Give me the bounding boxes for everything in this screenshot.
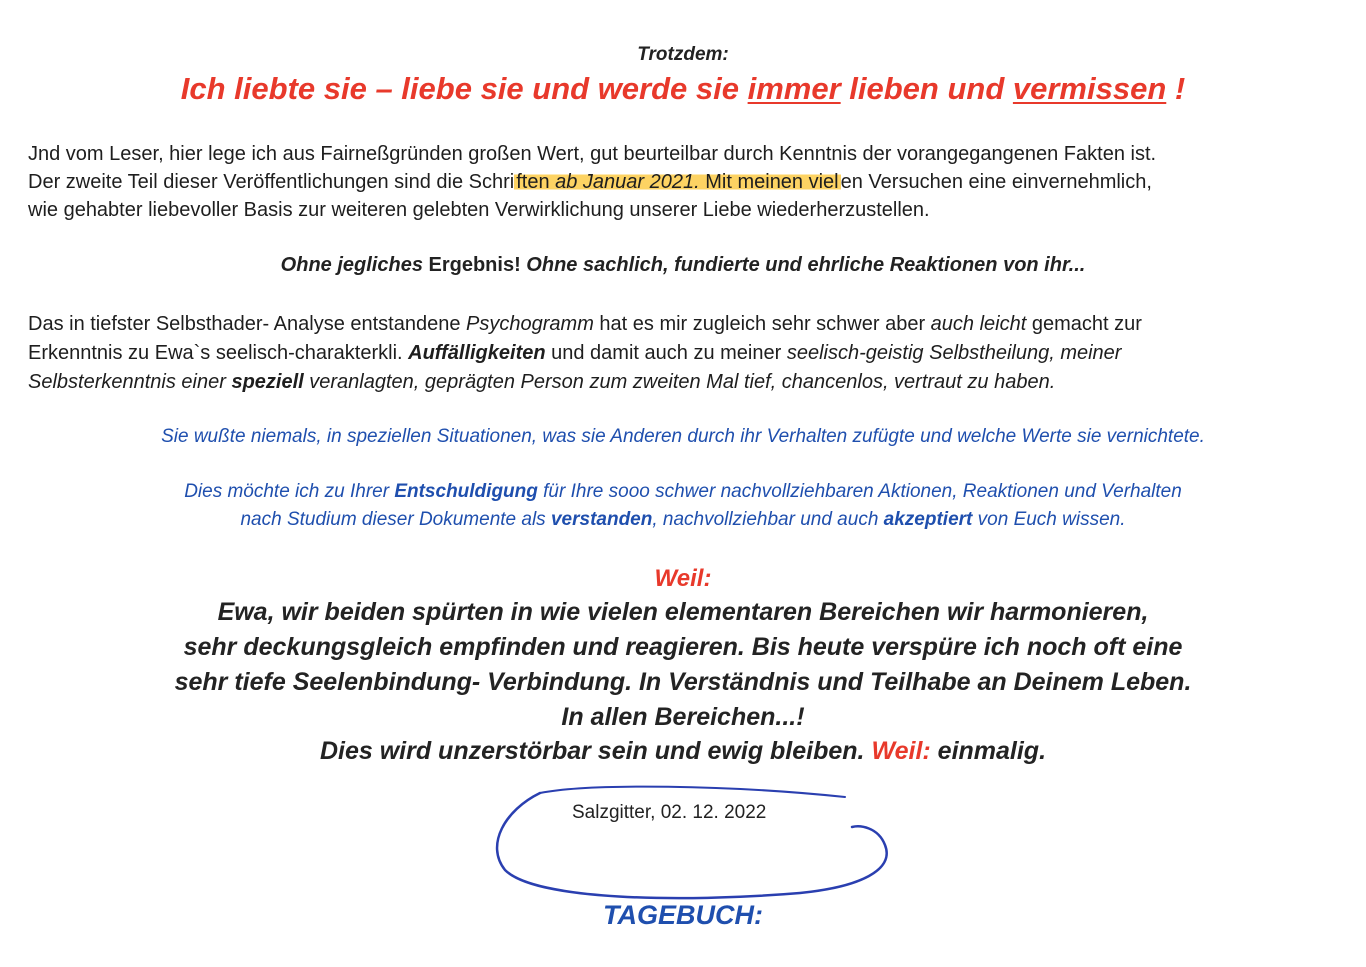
result-line [0, 254, 1366, 277]
p2l3-c: veranlagten, geprägten Person zum zweiten Mal tief, chancenlos, vertraut zu haben. [303, 371, 1056, 393]
title-end: ! [1166, 71, 1186, 106]
p2l2-b: Auffälligkeiten [408, 342, 546, 364]
bl2-c: für Ihre sooo schwer nachvollziehbaren Aktionen, Reaktionen und Verhalten [537, 481, 1182, 502]
weil-line2: sehr deckungsgleich empfinden und reagieren. Bis heute verspüre ich noch oft eine [183, 633, 1183, 661]
p1l2-hl-italic: ab Januar 2021. [555, 171, 700, 193]
p2l1-b: Psychogramm [466, 313, 594, 335]
weil-line1: Ewa, wir beiden spürten in wie vielen elementaren Bereichen wir harmonieren, [217, 598, 1149, 626]
p2l1-c: hat es mir zugleich sehr schwer aber [593, 313, 931, 335]
p2l1-a: Das in tiefster Selbsthader- Analyse entstandene [28, 313, 467, 335]
title-part2: lieben und [840, 71, 1013, 106]
bl3-e: von Euch wissen. [972, 509, 1126, 530]
tagebuch-heading: TAGEBUCH: [603, 900, 763, 930]
p1l2-hl1: ften [516, 171, 556, 193]
p2l3-a: Selbsterkenntnis einer [28, 371, 232, 393]
title-immer: immer [747, 71, 841, 106]
w5-a: Dies wird unzerstörbar sein und ewig bleiben. [319, 737, 872, 765]
p2l1-d: auch leicht [930, 313, 1027, 335]
bl3-b: verstanden [550, 509, 653, 530]
paragraph1-line1: Jnd vom Leser, hier lege ich aus Fairneßgründen großen Wert, gut beurteilbar durch Kenntnis der vorangegangenen Fakten ist. [28, 143, 1157, 165]
bl2-a: Dies möchte ich zu Ihrer [184, 481, 395, 502]
blue-line2 [0, 481, 1366, 503]
bl3-a: nach Studium dieser Dokumente als [240, 509, 551, 530]
w5-b: Weil: [871, 737, 931, 765]
p1l2-b: en Versuchen eine einvernehmlich, [840, 171, 1152, 193]
place-date: Salzgitter, 02. 12. 2022 [572, 802, 767, 823]
p2l3-b: speziell [231, 371, 304, 393]
title-vermissen: vermissen [1012, 71, 1167, 106]
weil-line4: In allen Bereichen...! [561, 703, 805, 731]
paragraph2-line2 [28, 342, 1121, 365]
bl2-b: Entschuldigung [394, 481, 538, 502]
paragraph2-line1 [28, 313, 1142, 336]
bl3-d: akzeptiert [883, 509, 973, 530]
lead-heading: Trotzdem: [637, 44, 729, 65]
result-part1: Ohne jegliches [280, 254, 429, 276]
p2l2-d: seelisch-geistig Selbstheilung, meiner [786, 342, 1122, 364]
blue-line3 [0, 509, 1366, 531]
result-part2: Ergebnis! [428, 254, 521, 276]
weil-line3: sehr tiefe Seelenbindung- Verbindung. In Verständnis und Teilhabe an Deinem Leben. [174, 668, 1192, 696]
p1l2-a: Der zweite Teil dieser Veröffentlichungen sind die Schri [28, 171, 515, 193]
title-part1: Ich liebte sie – liebe sie und werde sie [180, 71, 748, 106]
p2l2-c: und damit auch zu meiner [545, 342, 787, 364]
blue-line1: Sie wußte niemals, in speziellen Situationen, was sie Anderen durch ihr Verhalten zufügte und welche Werte sie vernichtete. [161, 426, 1205, 447]
highlighted-text [514, 171, 840, 193]
weil-line5 [0, 737, 1366, 766]
p1l2-hl2: Mit meinen viel [699, 171, 839, 193]
main-title [0, 71, 1366, 107]
w5-c: einmalig. [930, 737, 1047, 765]
paragraph2-line3 [28, 371, 1055, 394]
paragraph1-line2 [28, 171, 1152, 194]
paragraph1-line3: wie gehabter liebevoller Basis zur weiteren gelebten Verwirklichung unserer Liebe wiederherzustellen. [28, 199, 930, 221]
handdrawn-oval [480, 775, 900, 905]
result-part3: Ohne sachlich, fundierte und ehrliche Reaktionen von ihr... [520, 254, 1086, 276]
p2l2-a: Erkenntnis zu Ewa`s seelisch-charakterkli. [28, 342, 409, 364]
p2l1-e: gemacht zur [1026, 313, 1142, 335]
weil-heading: Weil: [654, 565, 712, 592]
bl3-c: , nachvollziehbar und auch [652, 509, 884, 530]
